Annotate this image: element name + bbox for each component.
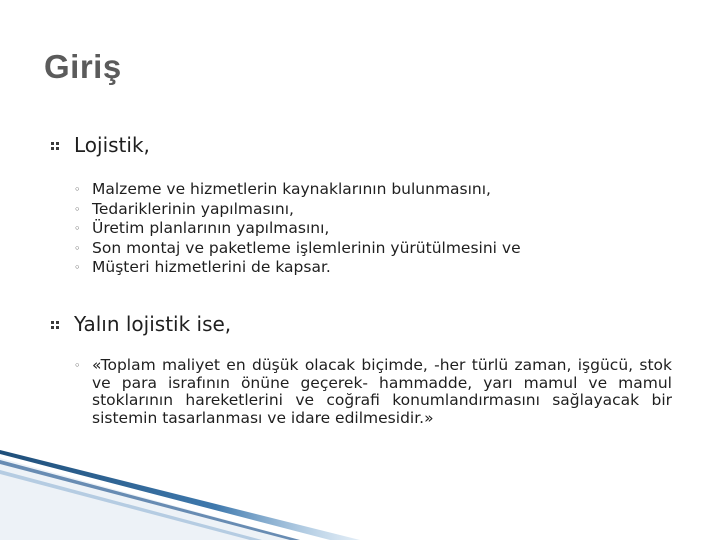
list-item xyxy=(74,219,521,239)
list-item xyxy=(74,258,521,278)
slide-title: Giriş xyxy=(44,48,122,85)
square-bullet-icon xyxy=(50,320,60,330)
quote-text: «Toplam maliyet en düşük olacak biçimde, -her türlü zaman, işgücü, stok ve para israfının önüne geçerek- hammadde, yarı mamul ve mamul stoklarının hareketlerini ve coğrafi konumlandırmasını sağlayacak bir sistemin tasarlanması ve idare edilmesidir.» xyxy=(92,356,672,427)
bullet-text: Yalın lojistik ise, xyxy=(74,312,232,336)
bullet-text: Lojistik, xyxy=(74,133,150,157)
square-bullet-icon xyxy=(50,141,60,151)
list-item xyxy=(74,200,521,220)
ring-bullet-icon: ◦ xyxy=(74,183,81,196)
bullet-yalin-lojistik xyxy=(50,310,231,338)
ring-bullet-icon: ◦ xyxy=(74,222,81,235)
definition-quote xyxy=(74,357,672,427)
list-item-text: Malzeme ve hizmetlerin kaynaklarının bulunmasını, xyxy=(92,180,491,198)
bullet-lojistik xyxy=(50,131,150,159)
sub-list-lojistik xyxy=(74,180,521,278)
ring-bullet-icon: ◦ xyxy=(74,261,81,274)
list-item xyxy=(74,239,521,259)
list-item-text: Tedariklerinin yapılmasını, xyxy=(92,199,294,218)
decorative-swoosh xyxy=(0,450,360,540)
list-item-text: Son montaj ve paketleme işlemlerinin yürütülmesini ve xyxy=(92,238,521,257)
ring-bullet-icon: ◦ xyxy=(74,359,81,372)
list-item xyxy=(74,180,521,200)
ring-bullet-icon: ◦ xyxy=(74,202,81,216)
ring-bullet-icon: ◦ xyxy=(74,241,81,255)
list-item-text: Müşteri hizmetlerini de kapsar. xyxy=(92,258,331,276)
list-item-text: Üretim planlarının yapılmasını, xyxy=(92,219,330,237)
